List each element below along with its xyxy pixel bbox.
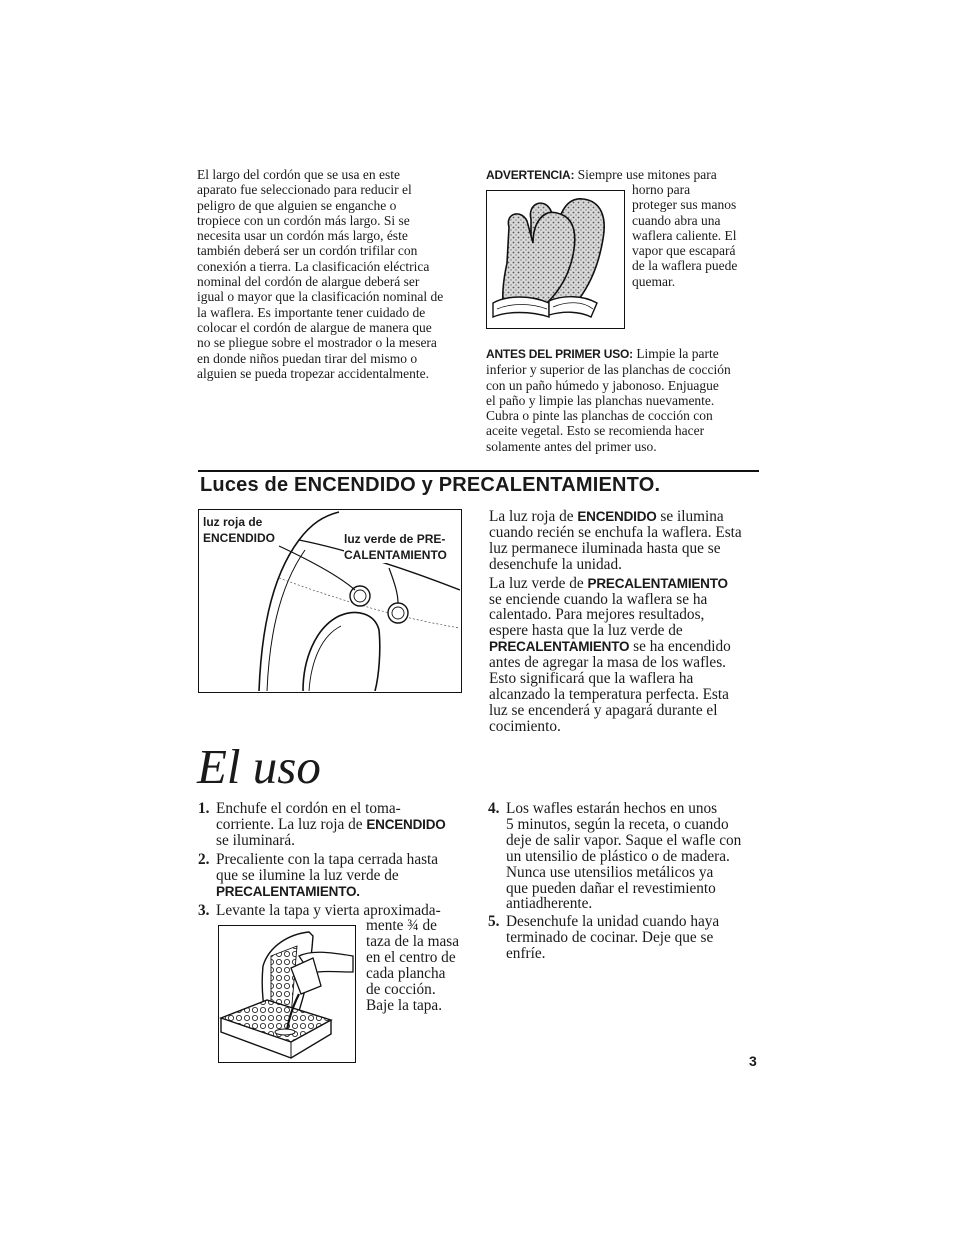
lights-section-title: Luces de ENCENDIDO y PRECALENTAMIENTO. (200, 474, 661, 496)
lights-line: alcanzado la temperatura perfecta. Esta (489, 685, 729, 703)
lights-line: calentado. Para mejores resultados, (489, 606, 705, 624)
lights-line: cuando recién se enchufa la waflera. Esta (489, 523, 742, 541)
step-line: Nunca use utensilios metálicos ya (506, 863, 714, 881)
cord-line: nominal del cordón de alargue deberá ser (197, 274, 420, 290)
step-number: 3. (198, 902, 210, 919)
step-line: Levante la tapa y vierta aproximada- (216, 902, 441, 919)
cord-line: no se pliegue sobre el mostrador o la mesera (197, 335, 437, 351)
lights-line: espere hasta que la luz verde de (489, 622, 683, 640)
first-use-label: ANTES DEL PRIMER USO: (486, 347, 633, 361)
cord-line: El largo del cordón que se usa en este (197, 167, 400, 182)
warning-body (632, 182, 762, 289)
lights-text: La luz roja de (489, 508, 578, 525)
cord-line: colocar el cordón de alargue de manera que (197, 319, 432, 335)
step-line: cada plancha (366, 964, 446, 982)
red-light-callout (203, 514, 275, 546)
lights-line: Esto significará que la waflera ha (489, 670, 694, 688)
step-line: de cocción. (366, 980, 436, 998)
step-line: un utensilio de plástico o de madera. (506, 847, 730, 865)
red-light-callout-line: ENCENDIDO (203, 531, 276, 545)
oven-mitts-illustration (486, 190, 625, 329)
cord-line: también deberá ser un cordón trifilar con (197, 243, 418, 259)
warning-line: vapor que escapará (632, 243, 736, 259)
step-line: deje de salir vapor. Saque el wafle con (506, 831, 742, 849)
step-line: Precaliente con la tapa cerrada hasta (216, 851, 439, 868)
lights-line: luz se encenderá y apagará durante el (489, 701, 718, 719)
step-line: que pueden dañar el revestimiento (506, 879, 716, 897)
section-divider (198, 470, 759, 472)
warning-line: cuando abra una (632, 212, 721, 228)
lights-line: cocimiento. (489, 717, 561, 735)
step-line: se iluminará. (216, 831, 296, 849)
warning-text: Siempre use mitones para (574, 167, 717, 182)
step-line: 5 minutos, según la receta, o cuando (506, 815, 729, 833)
step-3-continued (366, 918, 476, 1013)
step-line: antiadherente. (506, 895, 593, 913)
cord-line: alguien se pueda tropezar accidentalmente. (197, 365, 430, 381)
step-line: enfríe. (506, 944, 546, 962)
lights-line: se enciende cuando la waflera se ha (489, 590, 708, 608)
precalentamiento-keyword: PRECALENTAMIENTO. (216, 883, 360, 899)
lights-text: se ilumina (656, 508, 724, 525)
warning-line: waflera caliente. El (632, 227, 737, 243)
step-number: 5. (488, 913, 500, 930)
cord-line: tropiece con un cordón más largo. Si se (197, 212, 410, 228)
warning-line: proteger sus manos (632, 197, 737, 213)
warning-line: de la waflera puede (632, 258, 738, 274)
cord-paragraph (197, 167, 477, 381)
cord-line: igual o mayor que la clasificación nominal de (197, 289, 444, 305)
step-line: terminado de cocinar. Deje que se (506, 928, 714, 946)
waffle-maker-lights-illustration (198, 509, 462, 693)
step-line: Enchufe el cordón en el toma- (216, 800, 401, 817)
warning-line: quemar. (632, 273, 676, 289)
lights-text: La luz verde de (489, 574, 588, 592)
first-use-line: inferior y superior de las planchas de cocción (486, 362, 731, 378)
cord-line: la waflera. Es importante tener cuidado de (197, 304, 426, 320)
page-number: 3 (749, 1053, 757, 1069)
warning-first-line (486, 167, 766, 183)
cord-line: en donde niños puedan tirar del mismo o (197, 350, 418, 366)
step-line: Desenchufe la unidad cuando haya (506, 913, 720, 930)
step-line: Los wafles estarán hechos en unos (506, 800, 718, 817)
first-use-text: Limpie la parte (632, 346, 719, 361)
step-line: taza de la masa (366, 932, 459, 950)
lights-text: se ha encendido (629, 638, 731, 656)
warning-line: horno para (632, 182, 691, 197)
first-use-line: aceite vegetal. Esto se recomienda hacer (486, 423, 705, 439)
red-light-callout-line: luz roja de (203, 515, 263, 529)
step-number: 1. (198, 800, 210, 817)
first-use-line: el paño y limpie las planchas nuevamente. (486, 392, 715, 408)
step-line: que se ilumine la luz verde de (216, 866, 399, 884)
step-line: mente ¾ de (366, 917, 437, 934)
first-use-line: Cubra o pinte las planchas de cocción con (486, 408, 713, 424)
pouring-batter-illustration (218, 925, 356, 1063)
cord-line: conexión a tierra. La clasificación eléctrica (197, 258, 430, 274)
cord-line: peligro de que alguien se enganche o (197, 197, 397, 213)
warning-label: ADVERTENCIA: (486, 168, 575, 182)
first-use-line: con un paño húmedo y jabonoso. Enjuague (486, 377, 719, 393)
first-use-paragraph (486, 346, 766, 454)
step-line: en el centro de (366, 948, 456, 966)
cord-line: aparato fue seleccionado para reducir el (197, 182, 412, 198)
cord-line: necesita usar un cordón más largo, éste (197, 228, 408, 244)
precalentamiento-keyword: PRECALENTAMIENTO (587, 575, 728, 591)
lights-line: antes de agregar la masa de los wafles. (489, 654, 726, 672)
step-number: 4. (488, 800, 500, 817)
green-light-callout-line: CALENTAMIENTO (344, 548, 447, 562)
green-light-callout (344, 531, 447, 563)
step-line: Baje la tapa. (366, 996, 443, 1014)
use-section-title: El uso (197, 739, 321, 794)
lights-description (489, 509, 769, 735)
step-text: corriente. La luz roja de (216, 815, 367, 833)
precalentamiento-keyword: PRECALENTAMIENTO (489, 639, 630, 655)
first-use-line: solamente antes del primer uso. (486, 438, 657, 454)
oven-mitt-icon (487, 191, 623, 327)
lights-line: desenchufe la unidad. (489, 555, 622, 573)
step-number: 2. (198, 851, 210, 868)
lights-line: luz permanece iluminada hasta que se (489, 539, 721, 557)
encendido-keyword: ENCENDIDO (577, 509, 657, 524)
waffle-maker-pouring-icon (219, 926, 354, 1061)
green-light-callout-line: luz verde de PRE- (344, 532, 446, 546)
encendido-keyword: ENCENDIDO (366, 816, 446, 832)
